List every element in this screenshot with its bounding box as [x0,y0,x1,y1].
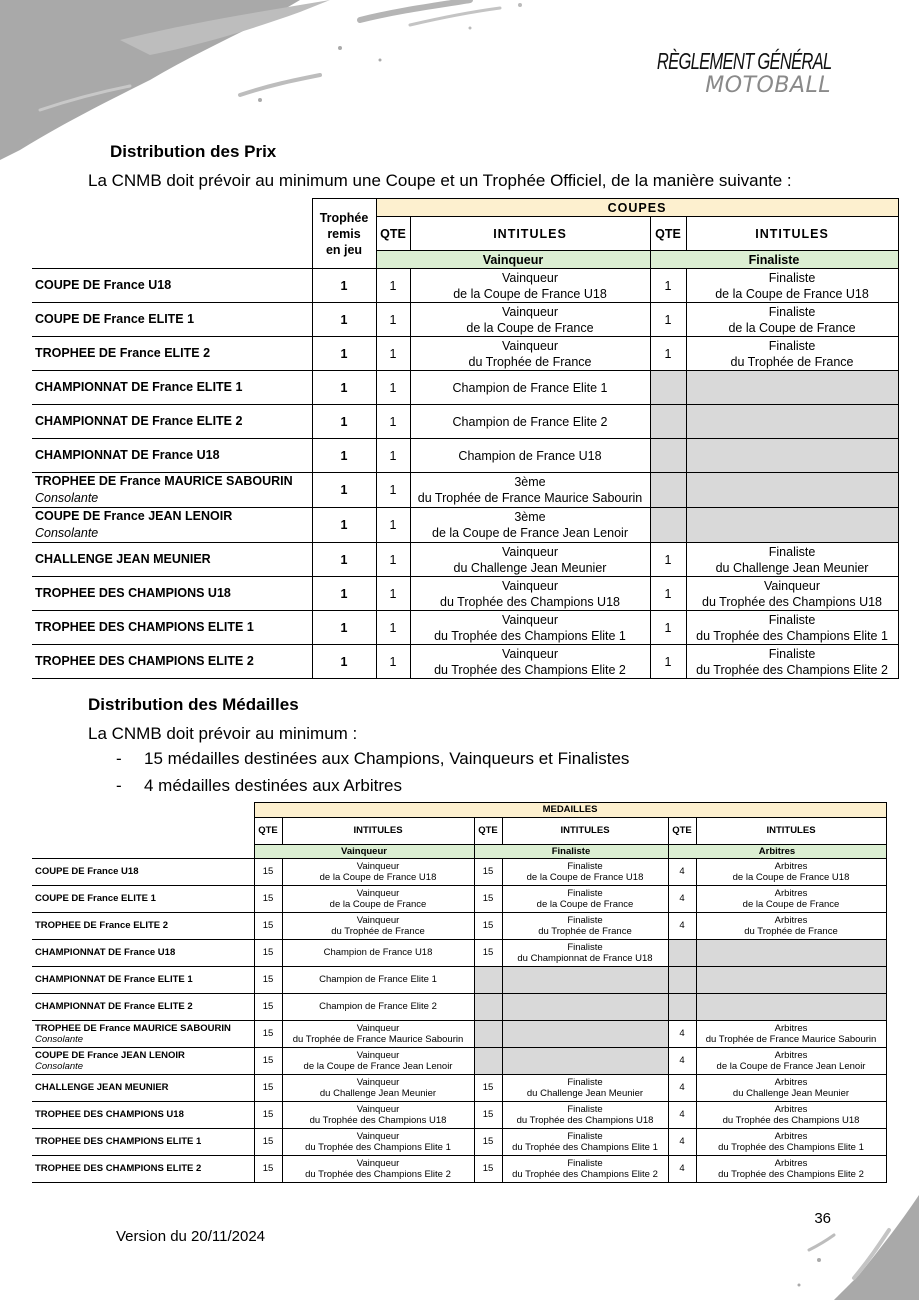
intitule-cell: Vainqueur du Trophée de France Maurice Sabourin [282,1021,474,1048]
table-row [32,940,886,967]
subheader-winner: Vainqueur [254,845,474,859]
table-row [32,1021,886,1048]
intitule-cell: Arbitres du Challenge Jean Meunier [696,1075,886,1102]
trophy-cell: 1 [312,303,376,337]
qte-cell: 15 [254,1102,282,1129]
qte-cell [650,508,686,543]
intitules-header: INTITULES [502,818,668,845]
intitule-cell: Vainqueur du Trophée des Champions Elite 2 [410,645,650,679]
table-row [32,1075,886,1102]
qte-cell: 1 [376,508,410,543]
table-row [32,371,898,405]
qte-cell: 15 [254,859,282,886]
trophy-cell: 1 [312,337,376,371]
row-label: TROPHEE DE France MAURICE SABOURIN Consolante [32,473,312,508]
qte-cell: 15 [474,859,502,886]
qte-cell: 1 [376,303,410,337]
intitule-cell: Finaliste du Challenge Jean Meunier [502,1075,668,1102]
row-label: TROPHEE DES CHAMPIONS U18 [32,577,312,611]
intitules-header: INTITULES [410,217,650,251]
intitule-cell: Finaliste du Trophée des Champions U18 [502,1102,668,1129]
intitule-cell: Vainqueur du Trophée des Champions Elite 1 [410,611,650,645]
row-label: TROPHEE DE France ELITE 2 [32,337,312,371]
qte-cell: 15 [474,1075,502,1102]
intitule-cell: Champion de France U18 [282,940,474,967]
intitule-cell [686,371,898,405]
table-row [32,337,898,371]
table-row [32,473,898,508]
row-sublabel: Consolante [35,491,99,505]
intitule-cell: Arbitres de la Coupe de France [696,886,886,913]
qte-cell: 4 [668,913,696,940]
row-label: TROPHEE DES CHAMPIONS ELITE 1 [32,1129,254,1156]
list-item: - 4 médailles destinées aux Arbitres [116,776,402,795]
qte-cell [668,967,696,994]
intitule-cell: Finaliste du Trophée des Champions Elite 1 [502,1129,668,1156]
table-row [32,269,898,303]
trophy-cell: 1 [312,439,376,473]
intitules-header: INTITULES [696,818,886,845]
intitule-cell: Finaliste du Trophée des Champions Elite 2 [502,1156,668,1183]
intitule-cell: Finaliste de la Coupe de France U18 [502,859,668,886]
trophy-cell: 1 [312,577,376,611]
intitule-cell [502,1021,668,1048]
intitule-cell: Arbitres du Trophée des Champions Elite 1 [696,1129,886,1156]
intitule-cell: Champion de France Elite 2 [410,405,650,439]
qte-cell: 15 [254,1048,282,1075]
qte-cell: 1 [376,405,410,439]
row-sublabel: Consolante [35,526,99,540]
intitule-cell: Vainqueur de la Coupe de France U18 [282,859,474,886]
medals-intro: La CNMB doit prévoir au minimum : [88,724,358,743]
brand-subtitle: MOTOBALL [705,73,831,98]
intitule-cell [686,405,898,439]
brush-stroke-decoration [0,0,560,165]
intitule-cell: Vainqueur du Trophée de France [410,337,650,371]
table-row [32,967,886,994]
intitule-cell: Vainqueur du Trophée des Champions U18 [410,577,650,611]
row-label: CHAMPIONNAT DE France ELITE 2 [32,405,312,439]
qte-cell: 1 [650,577,686,611]
qte-cell: 4 [668,886,696,913]
brand-title: RÈGLEMENT GÉNÉRAL [656,48,831,74]
qte-cell: 4 [668,1075,696,1102]
table-row [32,405,898,439]
row-label: CHAMPIONNAT DE France ELITE 1 [32,967,254,994]
intitule-cell: Vainqueur du Trophée de France [282,913,474,940]
qte-cell: 1 [376,269,410,303]
intitule-cell: Vainqueur de la Coupe de France U18 [410,269,650,303]
qte-cell: 15 [254,913,282,940]
qte-cell: 15 [474,1129,502,1156]
qte-cell [668,994,696,1021]
intitule-cell: Vainqueur de la Coupe de France Jean Lenoir [282,1048,474,1075]
intitule-cell [696,967,886,994]
intitule-cell: Arbitres de la Coupe de France U18 [696,859,886,886]
qte-cell: 15 [254,1075,282,1102]
table-row [32,1048,886,1075]
row-label: CHALLENGE JEAN MEUNIER [32,1075,254,1102]
qte-cell: 4 [668,1048,696,1075]
intitule-cell: Champion de France U18 [410,439,650,473]
qte-cell: 4 [668,1129,696,1156]
qte-cell [474,994,502,1021]
qte-cell: 15 [254,1021,282,1048]
qte-cell: 1 [376,577,410,611]
table-row [32,1156,886,1183]
qte-cell [650,439,686,473]
intitule-cell: Champion de France Elite 2 [282,994,474,1021]
group-header: MEDAILLES [254,803,886,818]
intitule-cell: Vainqueur du Trophée des Champions Elite 1 [282,1129,474,1156]
qte-cell: 1 [376,337,410,371]
qte-cell: 15 [474,1156,502,1183]
intitule-cell: Vainqueur du Challenge Jean Meunier [282,1075,474,1102]
brand-logo [589,50,831,97]
row-label: CHALLENGE JEAN MEUNIER [32,543,312,577]
row-label: CHAMPIONNAT DE France ELITE 2 [32,994,254,1021]
trophy-cell: 1 [312,371,376,405]
qte-cell: 15 [254,1129,282,1156]
intitule-cell: Vainqueur de la Coupe de France [282,886,474,913]
list-item: - 15 médailles destinées aux Champions, Vainqueurs et Finalistes [116,749,630,768]
row-sublabel: Consolante [35,1061,84,1072]
page-number: 36 [814,1210,831,1227]
intitule-cell [686,439,898,473]
table-row [32,577,898,611]
qte-cell [474,1021,502,1048]
row-label: TROPHEE DES CHAMPIONS ELITE 2 [32,1156,254,1183]
qte-cell: 1 [650,269,686,303]
qte-cell [474,1048,502,1075]
qte-cell [474,967,502,994]
table-row [32,611,898,645]
qte-cell: 1 [376,473,410,508]
qte-cell: 15 [254,940,282,967]
qte-header: QTE [474,818,502,845]
row-label: CHAMPIONNAT DE France U18 [32,439,312,473]
qte-cell: 1 [650,645,686,679]
intitule-cell: 3ème de la Coupe de France Jean Lenoir [410,508,650,543]
qte-cell: 1 [376,439,410,473]
qte-cell: 1 [376,645,410,679]
intitule-cell: Finaliste du Trophée de France [686,337,898,371]
row-label: COUPE DE France ELITE 1 [32,303,312,337]
qte-cell: 1 [650,543,686,577]
intitules-header: INTITULES [282,818,474,845]
trophy-cell: 1 [312,645,376,679]
qte-cell: 4 [668,1021,696,1048]
table-row [32,439,898,473]
row-label: COUPE DE France ELITE 1 [32,886,254,913]
table-row [32,994,886,1021]
row-label: COUPE DE France U18 [32,859,254,886]
qte-cell: 15 [254,1156,282,1183]
subheader-finalist: Finaliste [474,845,668,859]
row-label: TROPHEE DE France ELITE 2 [32,913,254,940]
intitule-cell: Vainqueur du Challenge Jean Meunier [410,543,650,577]
intitule-cell: Finaliste du Trophée des Champions Elite 2 [686,645,898,679]
prizes-table [32,198,899,679]
group-header: COUPES [376,199,898,217]
intitule-cell [686,473,898,508]
qte-cell: 15 [254,886,282,913]
qte-cell: 15 [474,886,502,913]
qte-cell: 15 [254,967,282,994]
intitule-cell: Vainqueur du Trophée des Champions U18 [282,1102,474,1129]
intitule-cell: Champion de France Elite 1 [282,967,474,994]
qte-cell: 1 [376,371,410,405]
intitule-cell [502,1048,668,1075]
row-label: TROPHEE DES CHAMPIONS ELITE 2 [32,645,312,679]
subheader-finalist: Finaliste [650,251,898,269]
trophy-cell: 1 [312,269,376,303]
intitules-header: INTITULES [686,217,898,251]
subheader-referees: Arbitres [668,845,886,859]
qte-cell: 15 [474,940,502,967]
table-row [32,913,886,940]
table-row [32,508,898,543]
table-row [32,1102,886,1129]
intitule-cell [502,994,668,1021]
qte-cell: 1 [376,611,410,645]
intitule-cell: Finaliste de la Coupe de France [502,886,668,913]
row-label: CHAMPIONNAT DE France ELITE 1 [32,371,312,405]
qte-cell [650,473,686,508]
qte-header: QTE [650,217,686,251]
intitule-cell: Finaliste de la Coupe de France U18 [686,269,898,303]
qte-cell [650,371,686,405]
intitule-cell: Vainqueur du Trophée des Champions U18 [686,577,898,611]
qte-cell: 1 [650,303,686,337]
intitule-cell: Arbitres du Trophée des Champions Elite 2 [696,1156,886,1183]
qte-cell: 4 [668,1102,696,1129]
trophy-cell: 1 [312,611,376,645]
qte-header: QTE [668,818,696,845]
row-label: COUPE DE France JEAN LENOIR Consolante [32,508,312,543]
prizes-intro: La CNMB doit prévoir au minimum une Coupe et un Trophée Officiel, de la manière suivante : [88,171,792,190]
qte-cell: 4 [668,1156,696,1183]
table-row [32,645,898,679]
intitule-cell [696,940,886,967]
qte-cell: 15 [474,913,502,940]
intitule-cell: Arbitres du Trophée de France Maurice Sabourin [696,1021,886,1048]
intitule-cell: Finaliste de la Coupe de France [686,303,898,337]
intitule-cell: Finaliste du Trophée des Champions Elite 1 [686,611,898,645]
row-label: TROPHEE DES CHAMPIONS ELITE 1 [32,611,312,645]
row-label: CHAMPIONNAT DE France U18 [32,940,254,967]
trophy-cell: 1 [312,473,376,508]
qte-header: QTE [254,818,282,845]
intitule-cell: Finaliste du Championnat de France U18 [502,940,668,967]
intitule-cell: Arbitres du Trophée de France [696,913,886,940]
prizes-heading: Distribution des Prix [110,142,277,161]
intitule-cell: Arbitres de la Coupe de France Jean Lenoir [696,1048,886,1075]
intitule-cell: Champion de France Elite 1 [410,371,650,405]
qte-cell: 15 [474,1102,502,1129]
intitule-cell: Vainqueur du Trophée des Champions Elite 2 [282,1156,474,1183]
intitule-cell: Finaliste du Trophée de France [502,913,668,940]
table-row [32,543,898,577]
intitule-cell [686,508,898,543]
qte-cell: 15 [254,994,282,1021]
qte-cell [650,405,686,439]
intitule-cell: 3ème du Trophée de France Maurice Sabourin [410,473,650,508]
table-row [32,886,886,913]
qte-cell: 1 [650,611,686,645]
trophy-cell: 1 [312,508,376,543]
table-row [32,1129,886,1156]
table-row [32,859,886,886]
intitule-cell: Vainqueur de la Coupe de France [410,303,650,337]
qte-cell [668,940,696,967]
trophy-cell: 1 [312,405,376,439]
intitule-cell [696,994,886,1021]
qte-cell: 1 [650,337,686,371]
trophy-column-header: Trophée remis en jeu [312,199,376,269]
qte-header: QTE [376,217,410,251]
qte-cell: 4 [668,859,696,886]
row-sublabel: Consolante [35,1034,84,1045]
intitule-cell: Finaliste du Challenge Jean Meunier [686,543,898,577]
version-note: Version du 20/11/2024 [116,1228,266,1245]
subheader-winner: Vainqueur [376,251,650,269]
table-row [32,303,898,337]
row-label: COUPE DE France U18 [32,269,312,303]
intitule-cell [502,967,668,994]
intitule-cell: Arbitres du Trophée des Champions U18 [696,1102,886,1129]
row-label: COUPE DE France JEAN LENOIR Consolante [32,1048,254,1075]
qte-cell: 1 [376,543,410,577]
brush-stroke-decoration [739,1190,919,1300]
medals-heading: Distribution des Médailles [88,695,299,714]
medals-table [32,802,887,1183]
row-label: TROPHEE DES CHAMPIONS U18 [32,1102,254,1129]
row-label: TROPHEE DE France MAURICE SABOURIN Consolante [32,1021,254,1048]
trophy-cell: 1 [312,543,376,577]
